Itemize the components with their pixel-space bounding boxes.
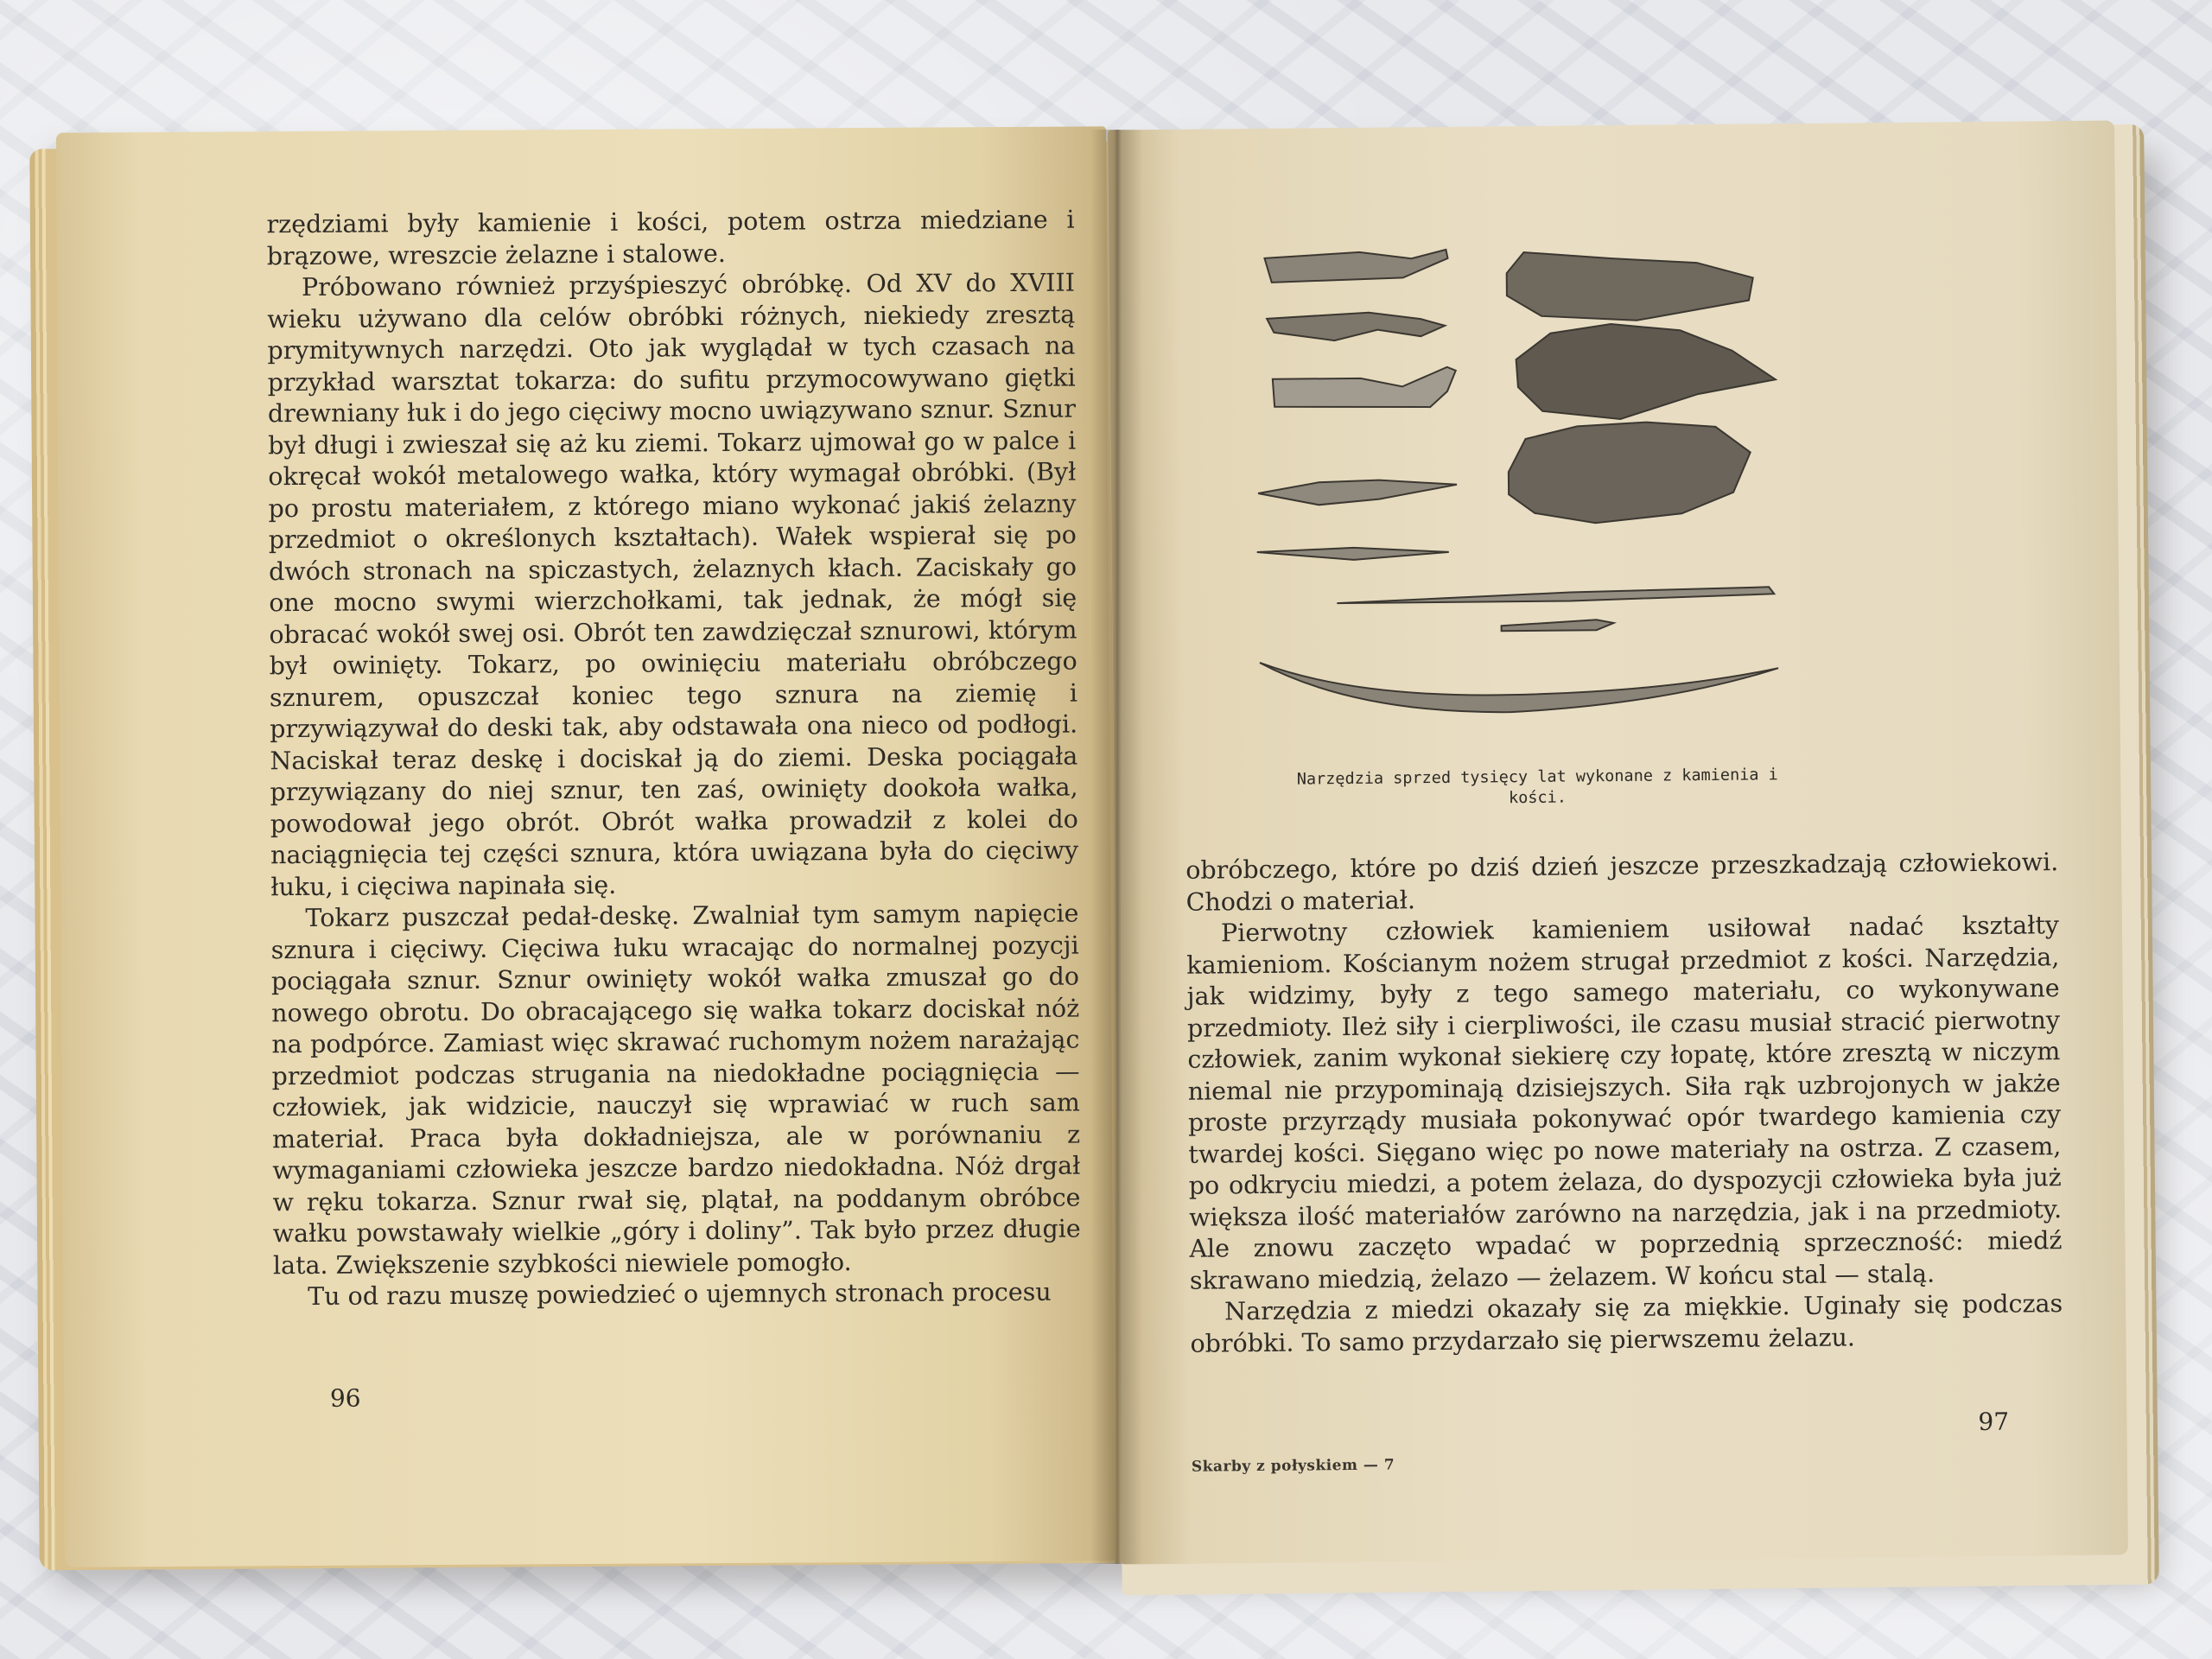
right-page bbox=[1108, 120, 2128, 1564]
left-page bbox=[56, 126, 1115, 1567]
tool-scraper-1 bbox=[1506, 250, 1753, 321]
paragraph: Narzędzia z miedzi okazały się za miękkie. Uginały się podczas obróbki. To samo przydarzało się pierwszemu żelazu. bbox=[1190, 1289, 2063, 1358]
page-number: 97 bbox=[1978, 1407, 2010, 1437]
book-gutter bbox=[1090, 130, 1142, 1564]
paragraph: Tu od razu muszę powiedzieć o ujemnych stronach procesu bbox=[308, 1277, 1052, 1311]
illustration-caption: Narzędzia sprzed tysięcy lat wykonane z kamienia i kości. bbox=[1296, 766, 1778, 808]
stone-tools-illustration bbox=[1247, 236, 1804, 725]
paragraph: obróbczego, które po dziś dzień jeszcze przeszkadzają człowiekowi. Chodzi o materiał. bbox=[1185, 848, 2059, 917]
tool-curved-bone bbox=[1260, 658, 1779, 715]
tool-handaxe bbox=[1516, 322, 1776, 420]
signature-mark: Skarby z połyskiem — 7 bbox=[1191, 1456, 1395, 1476]
page-number: 96 bbox=[329, 1383, 361, 1413]
tool-blade-2 bbox=[1267, 312, 1445, 341]
right-page-text bbox=[1185, 847, 2063, 1360]
paragraph: rzędziami były kamienie i kości, potem ostrza miedziane i brązowe, wreszcie żelazne i stalowe. bbox=[266, 205, 1075, 270]
tool-needle-1 bbox=[1257, 547, 1449, 561]
paragraph: Tokarz puszczał pedał-deskę. Zwalniał tym samym napięcie sznura i cięciwy. Cięciwa łuku wracając do normalnej pozycji pociągała sznur. Sznur owinięty wokół wałka zmuszał go do nowego obrotu. Do obracającego się wałka tokarz dociskał nóż na podpórce. Zamiast więc skrawać ruchomym nożem narażając przedmiot podczas strugania na niedokładne pociągnięcia — człowiek, jak widzicie, nauczył się wprawiać w ruch sam materiał. Praca była dokładniejsza, ale w porównaniu z wymaganiami człowieka jeszcze bardzo niedokładna. Nóż drgał w ręku tokarza. Sznur rwał się, plątał, na poddanym obróbce wałku powstawały wielkie „góry i doliny”. Tak było przez długie lata. Zwiększenie szybkości niewiele pomogło. bbox=[270, 899, 1081, 1280]
paragraph: Próbowano również przyśpieszyć obróbkę. Od XV do XVIII wieku używano dla celów obróbki różnych, niekiedy zresztą prymitywnych narzędzi. Oto jak wyglądał w tych czasach na przykład warsztat tokarza: do sufitu przymocowywano giętki drewniany łuk i do jego cięciwy mocno uwiązywano sznur. Sznur był długi i zwieszał się aż ku ziemi. Tokarz ujmował go w palce i okręcał wokół metalowego wałka, który wymagał obróbki. (Był po prostu materiałem, z którego miano wykonać jakiś żelazny przedmiot o określonych kształtach). Wałek wspierał się po dwóch stronach na spiczastych, żelaznych kłach. Zaciskały go one mocno swymi wierzchołkami, tak jednak, że mógł się obracać wokół swej osi. Obrót ten zawdzięczał sznurowi, którym był owinięty. Tokarz, po owinięciu materiału obróbczego sznurem, opuszczał koniec tego sznura na ziemię i przywiązywał do deski tak, aby odstawała ona nieco od podłogi. Naciskał teraz deskę i dociskał ją do ziemi. Deska pociągała przywiązany do niej sznur, ten zaś, owinięty dookoła wałka, powodował jego obrót. Obrót wałka prowadził z kolei do naciągnięcia tej części sznura, która uwiązana była do cięciwy łuku, i cięciwa napinała się. bbox=[267, 268, 1079, 901]
tool-scraper-2 bbox=[1508, 422, 1751, 524]
tool-awl bbox=[1502, 620, 1614, 631]
left-page-text bbox=[266, 205, 1081, 1313]
tool-blade-3 bbox=[1273, 367, 1456, 409]
paragraph: Pierwotny człowiek kamieniem usiłował nadać kształty kamieniom. Kościanym nożem strugał przedmiot z kości. Narzędzia, jak widzimy, były z tego samego materiału, co wykonywane przedmioty. Ileż siły i cierpliwości, ile czasu musiał stracić pierwotny człowiek, zanim wykonał siekierę czy łopatę, które zresztą w niczym niemal nie przypominają dzisiejszych. Siła rąk uzbrojonych w jakże proste przyrządy musiała pokonywać opór twardego kamienia czy twardej kości. Sięgano więc po nowe materiały na ostrza. Z czasem, po odkryciu miedzi, a potem żelaza, do dyspozycji człowieka była już większa ilość materiałów zarówno na narzędzia, jak i na przedmioty. Ale znowu zaczęto wpadać w poprzednią sprzeczność: miedź skrawano miedzią, żelazo — żelazem. W końcu stal — stalą. bbox=[1186, 911, 2063, 1295]
tool-needle-2 bbox=[1337, 587, 1774, 603]
tool-point-1 bbox=[1258, 480, 1457, 505]
tool-blade-1 bbox=[1264, 250, 1447, 283]
